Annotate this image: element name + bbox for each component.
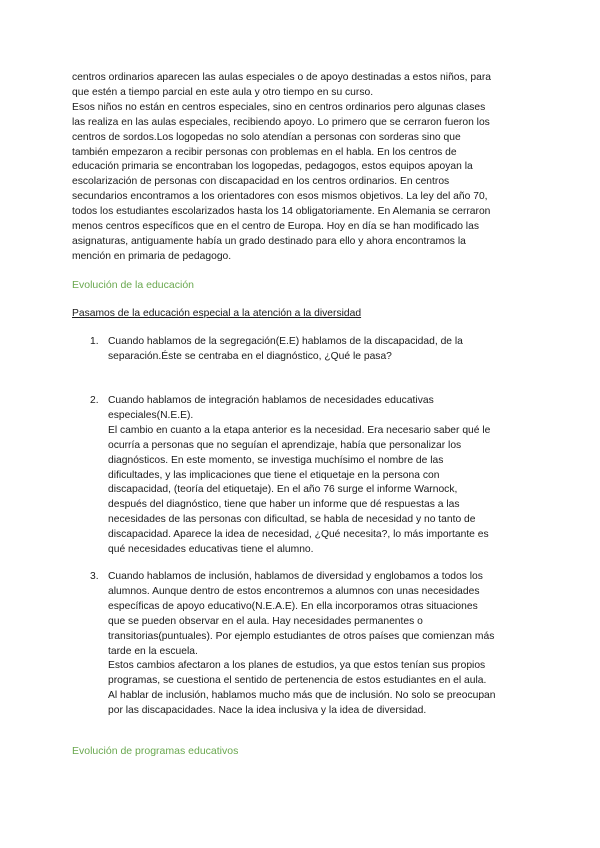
text-line: que se pueden observar en el aula. Hay necesidades permanentes o (108, 615, 423, 627)
text-line: por las discapacidades. Nace la idea inclusiva y la idea de diversidad. (108, 705, 427, 717)
section-heading-evolucion-programas: Evolución de programas educativos (72, 745, 239, 757)
text-line: asignaturas, antiguamente había un grado destinado para ello y ahora encontramos la (72, 235, 466, 247)
text-line: que estén a tiempo parcial en este aula y otro tiempo en su curso. (72, 86, 374, 98)
text-line: El cambio en cuanto a la etapa anterior es la necesidad. Era necesario saber qué le (108, 424, 491, 436)
text-line: Cuando hablamos de inclusión, hablamos de diversidad y englobamos a todos los (108, 571, 483, 582)
text-line: separación.Éste se centraba en el diagnóstico, ¿Qué le pasa? (108, 350, 392, 362)
text-line: qué necesidades educativas tiene el alumno. (108, 544, 314, 556)
text-line: diagnósticos. En este momento, se investiga muchísimo el nombre de las (108, 454, 444, 466)
text-line: dificultades, y las implicaciones que tiene el etiquetaje en la persona con (108, 469, 440, 481)
text-line: todos los estudiantes escolarizados hasta los 14 obligatoriamente. En Alemania se cerraron (72, 206, 491, 218)
intro-paragraph (72, 71, 534, 265)
list-number: 2. (90, 395, 99, 406)
list-item-segregacion (108, 335, 538, 365)
text-line: secundarios encontramos a los orientadores con esos mismos objetivos. La ley del año 70, (72, 191, 488, 203)
text-line: especiales(N.E.E). (108, 409, 194, 421)
text-line: necesidades de las personas con dificultad, se habla de necesidad y no tanto de (108, 514, 476, 526)
text-line: programas, se cuestiona el sentido de pertenencia de estos estudiantes en el aula. (108, 675, 487, 687)
text-line: centros de sordos.Los logopedas no solo atendían a personas con sorderas sino que (72, 131, 461, 143)
text-line: ocurría a personas que no seguían el aprendizaje, había que personalizar los (108, 439, 462, 451)
text-line: Cuando hablamos de integración hablamos de necesidades educativas (108, 395, 434, 406)
text-line: las realiza en las aulas especiales, recibiendo apoyo. Lo primero que se cerraron fueron los (72, 116, 490, 128)
list-number: 3. (90, 571, 99, 582)
section-subheading: Pasamos de la educación especial a la atención a la diversidad (72, 308, 362, 319)
text-line: Cuando hablamos de la segregación(E.E) hablamos de la discapacidad, de la (108, 336, 463, 347)
text-line: centros ordinarios aparecen las aulas especiales o de apoyo destinadas a estos niños, para (72, 72, 492, 83)
text-line: específicas de apoyo educativo(N.E.A.E). En ella incorporamos otras situaciones (108, 600, 478, 612)
list-number: 1. (90, 336, 99, 347)
text-line: discapacidad, (teoría del etiquetaje). En el año 76 surge el informe Warnock, (108, 484, 458, 496)
text-line: discapacidad. Aparece la idea de necesidad, ¿Qué necesita?, lo más importante es (108, 529, 489, 541)
text-line: escolarización de personas con discapacidad en los centros ordinarios. En centros (72, 176, 450, 188)
text-line: Al hablar de inclusión, hablamos mucho más que de inclusión. No solo se preocupan (108, 690, 496, 702)
text-line: Esos niños no están en centros especiales, sino en centros ordinarios pero algunas clases (72, 101, 486, 113)
text-line: también empezaron a recibir personas con problemas en el habla. En los centros de (72, 146, 457, 158)
text-line: educación primaria se encontraban los logopedas, pedagogos, estos equipos apoyan la (72, 161, 473, 173)
text-line: alumnos. Aunque dentro de estos encontremos a alumnos con unas necesidades (108, 585, 480, 597)
text-line: transitorias(puntuales). Por ejemplo estudiantes de otros países que comienzan más (108, 630, 495, 642)
list-item-integracion (108, 394, 538, 558)
section-heading-evolucion-educacion: Evolución de la educación (72, 279, 195, 291)
text-line: tarde en la escuela. (108, 645, 198, 657)
text-line: Estos cambios afectaron a los planes de estudios, ya que estos tenían sus propios (108, 660, 486, 672)
text-line: menos centros específicos que en el centro de Europa. Hoy en día se han modificado las (72, 221, 479, 233)
text-line: después del diagnóstico, tiene que haber un informe que dé respuestas a las (108, 499, 460, 511)
list-item-inclusion (108, 570, 538, 719)
text-line: mención en primaria de pedagogo. (72, 250, 232, 262)
